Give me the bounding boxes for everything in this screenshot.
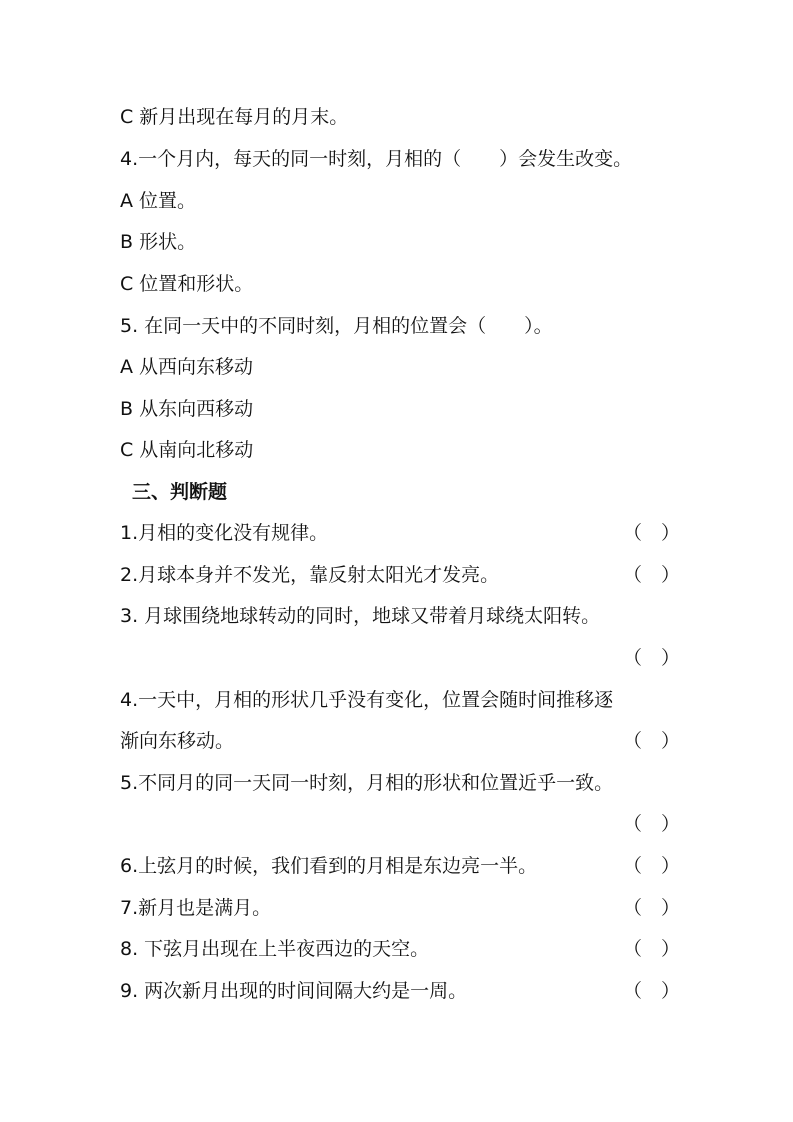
option-line bbox=[120, 395, 680, 423]
question-text: 3. 月球围绕地球转动的同时，地球又带着月球绕太阳转。 bbox=[120, 605, 601, 627]
answer-paren: （ ） bbox=[622, 730, 680, 752]
judgment-question bbox=[120, 602, 680, 630]
answer-paren: （ ） bbox=[622, 813, 680, 835]
option-line bbox=[120, 270, 680, 298]
question-text: 渐向东移动。 bbox=[120, 730, 235, 752]
judgment-answer-line bbox=[120, 810, 680, 838]
option-text: C 新月出现在每月的月末。 bbox=[120, 106, 349, 128]
judgment-question-continued bbox=[120, 727, 680, 755]
judgment-question bbox=[120, 519, 680, 547]
answer-paren: （ ） bbox=[622, 522, 680, 544]
option-text: C 从南向北移动 bbox=[120, 439, 254, 461]
question-text: 8. 下弦月出现在上半夜西边的天空。 bbox=[120, 938, 430, 960]
question-text: 5. 在同一天中的不同时刻，月相的位置会（ ）。 bbox=[120, 315, 553, 337]
question-text: 2.月球本身并不发光，靠反射太阳光才发亮。 bbox=[120, 564, 500, 586]
option-text: A 位置。 bbox=[120, 190, 197, 212]
option-line bbox=[120, 228, 680, 256]
option-text: C 位置和形状。 bbox=[120, 273, 254, 295]
answer-paren: （ ） bbox=[622, 564, 680, 586]
question-text: 4.一个月内，每天的同一时刻，月相的（ ）会发生改变。 bbox=[120, 148, 633, 170]
section-heading bbox=[132, 478, 692, 506]
question-text: 6.上弦月的时候，我们看到的月相是东边亮一半。 bbox=[120, 855, 538, 877]
question-line bbox=[120, 145, 680, 173]
option-line bbox=[120, 353, 680, 381]
judgment-question bbox=[120, 769, 680, 797]
question-text: 5.不同月的同一天同一时刻，月相的形状和位置近乎一致。 bbox=[120, 772, 614, 794]
answer-paren: （ ） bbox=[622, 855, 680, 877]
question-line bbox=[120, 312, 680, 340]
question-text: 9. 两次新月出现的时间间隔大约是一周。 bbox=[120, 980, 468, 1002]
judgment-question bbox=[120, 686, 680, 714]
judgment-question bbox=[120, 852, 680, 880]
option-line bbox=[120, 103, 680, 131]
judgment-question bbox=[120, 894, 680, 922]
answer-paren: （ ） bbox=[622, 980, 680, 1002]
question-text: 1.月相的变化没有规律。 bbox=[120, 522, 329, 544]
judgment-question bbox=[120, 977, 680, 1005]
question-text: 4.一天中，月相的形状几乎没有变化，位置会随时间推移逐 bbox=[120, 689, 614, 711]
answer-paren: （ ） bbox=[622, 938, 680, 960]
answer-paren: （ ） bbox=[622, 647, 680, 669]
answer-paren: （ ） bbox=[622, 897, 680, 919]
option-text: B 形状。 bbox=[120, 231, 197, 253]
judgment-question bbox=[120, 935, 680, 963]
judgment-question bbox=[120, 561, 680, 589]
judgment-answer-line bbox=[120, 644, 680, 672]
question-text: 7.新月也是满月。 bbox=[120, 897, 272, 919]
option-text: B 从东向西移动 bbox=[120, 398, 254, 420]
option-line bbox=[120, 436, 680, 464]
section-title: 三、判断题 bbox=[132, 481, 228, 503]
option-line bbox=[120, 187, 680, 215]
option-text: A 从西向东移动 bbox=[120, 356, 254, 378]
